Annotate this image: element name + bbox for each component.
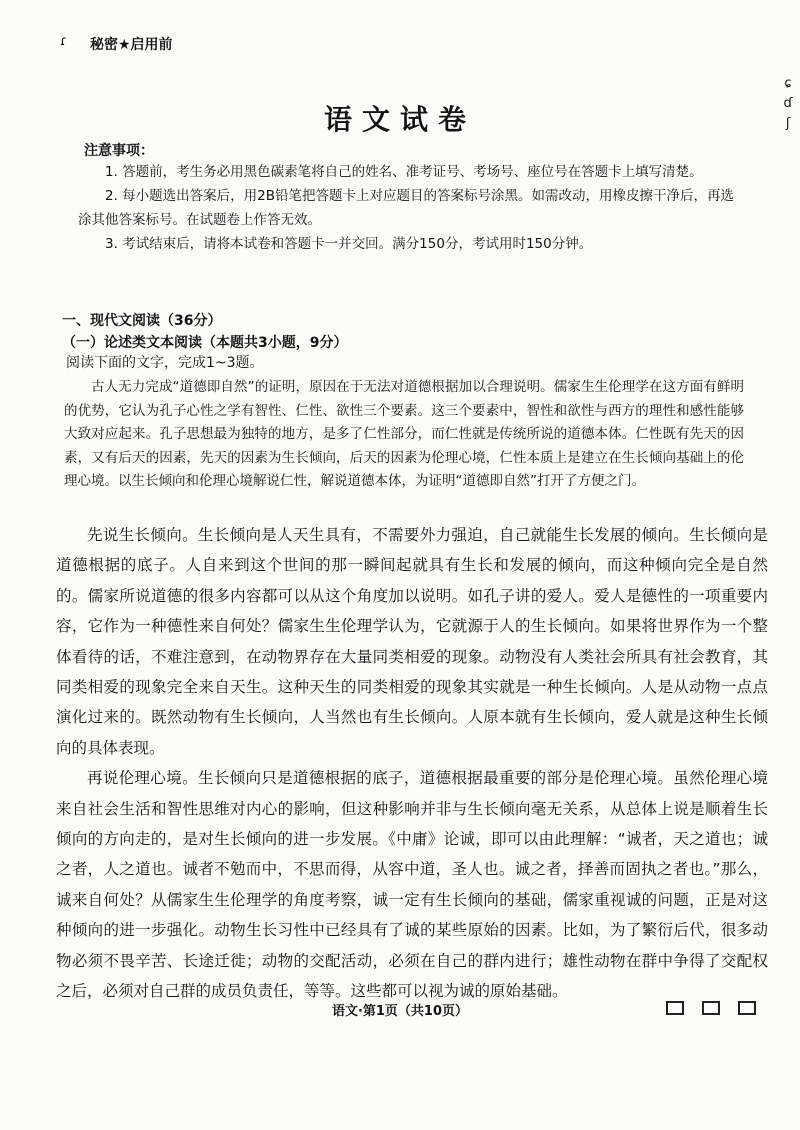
passage-paragraph: 再说伦理心境。生长倾向只是道德根据的底子，道德根据最重要的部分是伦理心境。虽然伦理心境来自社会生活和智性思维对内心的影响，但这种影响并非与生长倾向毫无关系，从总体上说是顺着生长倾向的方向走的，是对生长倾向的进一步发展。《中庸》论诚，即可以由此理解：“诚者，天之道也；诚之者，人之道也。诚者不勉而中，不思而得，从容中道，圣人也。诚之者，择善而固执之者也。”那么，诚来自何处？从儒家生生伦理学的角度考察，诚一定有生长倾向的基础，儒家重视诚的问题，正是对这种倾向的进一步强化。动物生长习性中已经具有了诚的某些原始的因素。比如，为了繁衍后代，很多动物必须不畏辛苦、长途迁徙；动物的交配活动，必须在自己的群内进行；雄性动物在群中争得了交配权之后，必须对自己群的成员负责任，等等。这些都可以视为诚的原始基础。 bbox=[56, 769, 768, 1001]
passage-paragraph: 先说生长倾向。生长倾向是人天生具有，不需要外力强迫，自己就能生长发展的倾向。生长倾向是道德根据的底子。人自来到这个世间的那一瞬间起就具有生长和发展的倾向，而这种倾向完全是自然的。儒家所说道德的很多内容都可以从这个角度加以说明。如孔子讲的爱人。爱人是德性的一项重要内容，它作为一种德性来自何处？儒家生生伦理学认为，它就源于人的生长倾向。如果将世界作为一个整体看待的话，不难注意到，在动物界存在大量同类相爱的现象。动物没有人类社会所具有社会教育，其同类相爱的现象完全来自天生。这种天生的同类相爱的现象其实就是一种生长倾向。人是从动物一点点演化过来的。既然动物有生长倾向，人当然也有生长倾向。人原本就有生长倾向，爱人就是这种生长倾向的具体表现。 bbox=[56, 526, 768, 757]
page-footer: 语文·第1页（共10页） bbox=[331, 1004, 469, 1019]
edge-char: ʃ bbox=[785, 116, 791, 131]
square-box-icon bbox=[702, 1001, 720, 1015]
notice-list bbox=[78, 160, 738, 256]
notice-heading: 注意事项： bbox=[84, 143, 154, 159]
footer-boxes bbox=[666, 1001, 756, 1015]
square-box-icon bbox=[666, 1001, 684, 1015]
reading-instruction: 阅读下面的文字，完成1~3题。 bbox=[66, 355, 264, 371]
edge-char: ɗ bbox=[783, 96, 793, 111]
passage-intro bbox=[64, 376, 744, 494]
square-box-icon bbox=[738, 1001, 756, 1015]
edge-char: ɕ bbox=[784, 76, 792, 91]
section-heading: 一、现代文阅读（36分） bbox=[62, 313, 222, 329]
notice-item: 2. 每小题选出答案后，用2B铅笔把答题卡上对应题目的答案标号涂黑。如需改动，用橡皮擦干净后，再选涂其他答案标号。在试题卷上作答无效。 bbox=[78, 188, 735, 228]
passage-body bbox=[56, 520, 768, 1007]
subsection-heading: （一）论述类文本阅读（本题共3小题，9分） bbox=[62, 335, 348, 351]
secret-label: 秘密★启用前 bbox=[90, 37, 173, 53]
notice-item: 3. 考试结束后，请将本试卷和答题卡一并交回。满分150分，考试用时150分钟。 bbox=[105, 236, 593, 252]
page-corner-mark: ɾ bbox=[60, 34, 67, 49]
passage-paragraph: 古人无力完成“道德即自然”的证明，原因在于无法对道德根据加以合理说明。儒家生生伦理学在这方面有鲜明的优势，它认为孔子心性之学有智性、仁性、欲性三个要素。这三个要素中，智性和欲性与西方的理性和感性能够大致对应起来。孔子思想最为独特的地方，是多了仁性部分，而仁性就是传统所说的道德本体。仁性既有先天的因素，又有后天的因素，先天的因素为生长倾向，后天的因素为伦理心境，仁性本质上是建立在生长倾向基础上的伦理心境。以生长倾向和伦理心境解说仁性，解说道德本体，为证明“道德即自然”打开了方便之门。 bbox=[64, 379, 744, 489]
page-title: 语文试卷 bbox=[323, 103, 476, 136]
notice-item: 1. 答题前，考生务必用黑色碳素笔将自己的姓名、准考证号、考场号、座位号在答题卡上填写清楚。 bbox=[105, 164, 703, 180]
